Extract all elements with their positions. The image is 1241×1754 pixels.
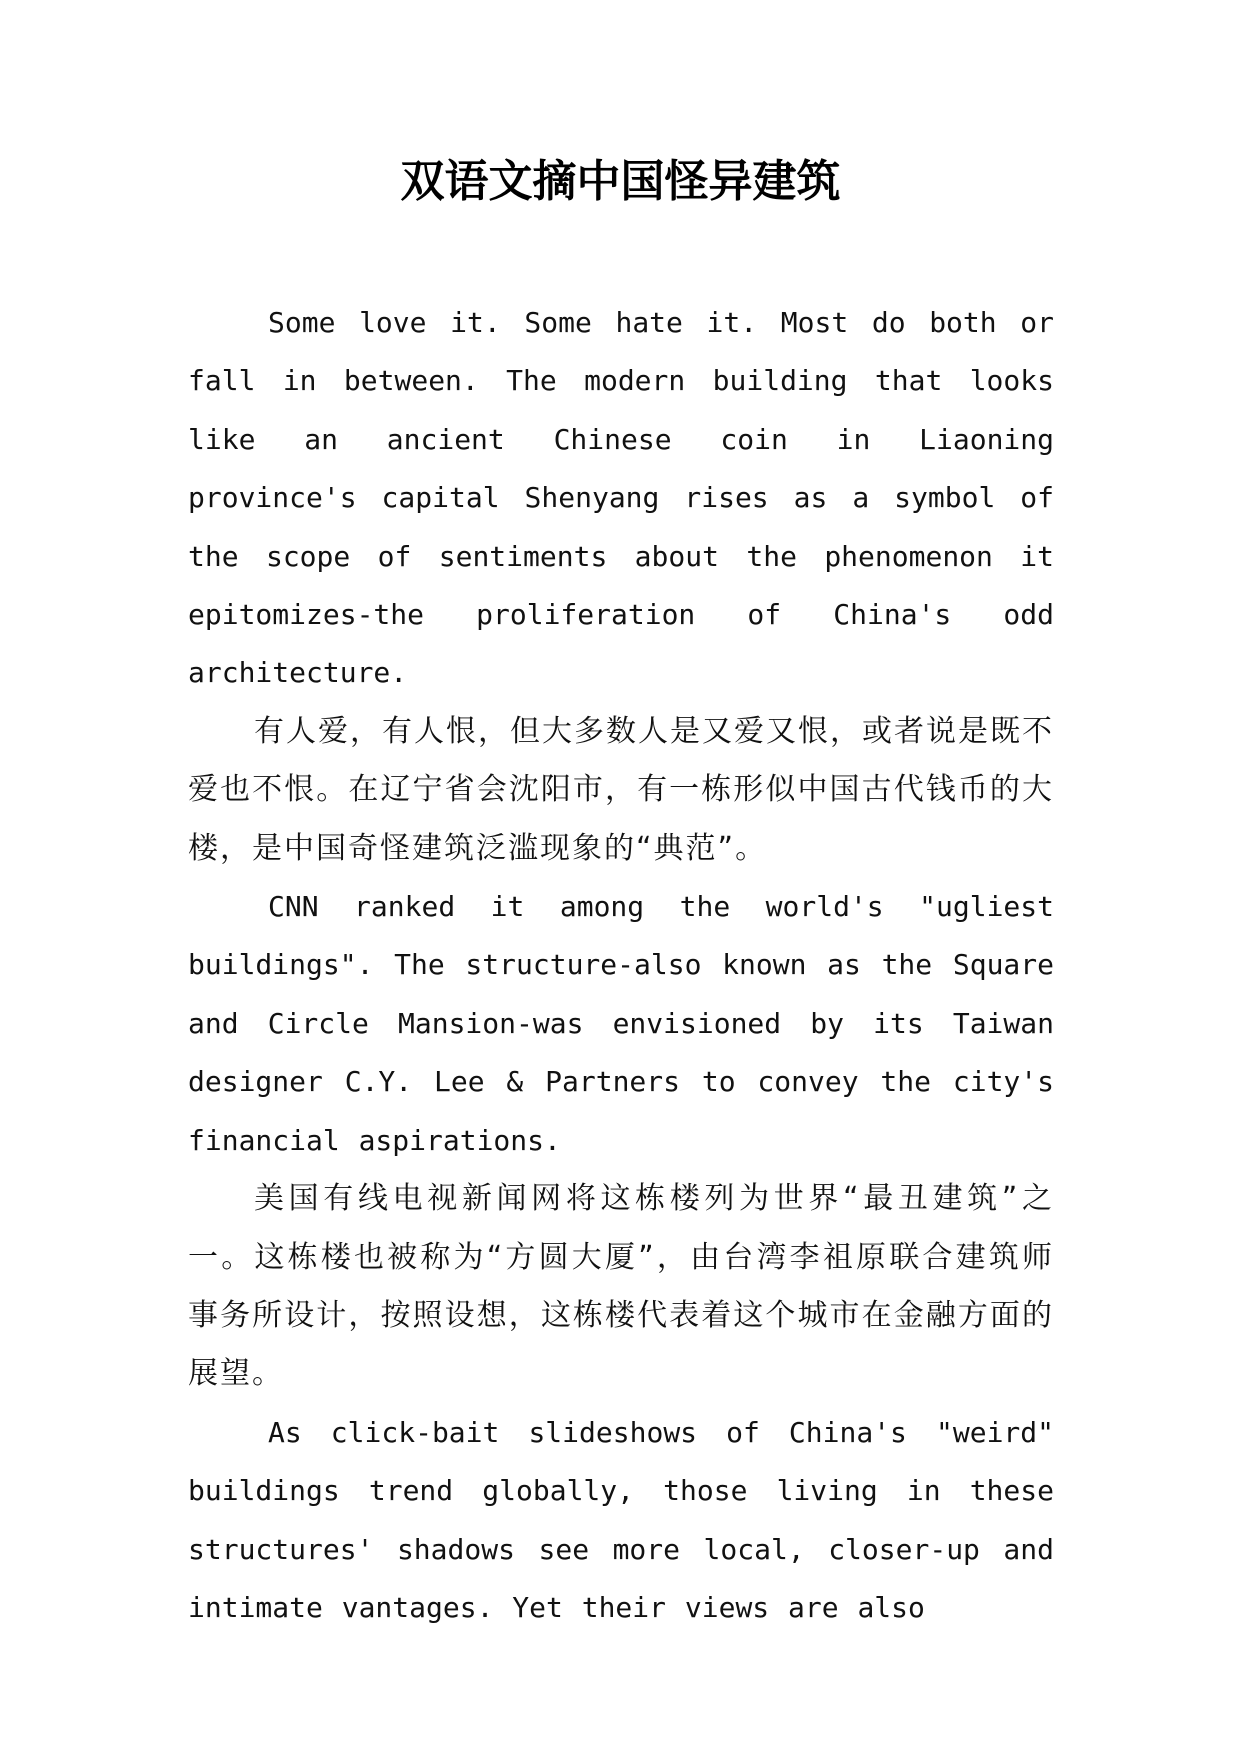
paragraph-chinese: 美国有线电视新闻网将这栋楼列为世界“最丑建筑”之一。这栋楼也被称为“方圆大厦”，由台湾李祖原联合建筑师事务所设计，按照设想，这栋楼代表着这个城市在金融方面的展望。 (188, 1181, 1054, 1392)
paragraph-english: Some love it. Some hate it. Most do both or fall in between. The modern building that looks like an ancient Chinese coin in Liaoning province's capital Shenyang rises as a symbol of the scope of sentiments about the phenomenon it epitomizes-the proliferation of China's odd architecture. (188, 306, 1054, 690)
paragraph-chinese: 有人爱，有人恨，但大多数人是又爱又恨，或者说是既不爱也不恨。在辽宁省会沈阳市，有一栋形似中国古代钱币的大楼，是中国奇怪建筑泛滥现象的“典范”。 (188, 713, 1054, 866)
document-title: 双语文摘中国怪异建筑 (400, 156, 841, 207)
document-body (188, 294, 1054, 1637)
paragraph-english: CNN ranked it among the world's "ugliest buildings". The structure-also known as the Square and Circle Mansion-was envisioned by its Taiwan designer C.Y. Lee & Partners to convey the city's financial aspirations. (188, 890, 1054, 1157)
paragraph-english: As click-bait slideshows of China's "weird" buildings trend globally, those living in these structures' shadows see more local, closer-up and intimate vantages. Yet their views are also (188, 1415, 1054, 1624)
